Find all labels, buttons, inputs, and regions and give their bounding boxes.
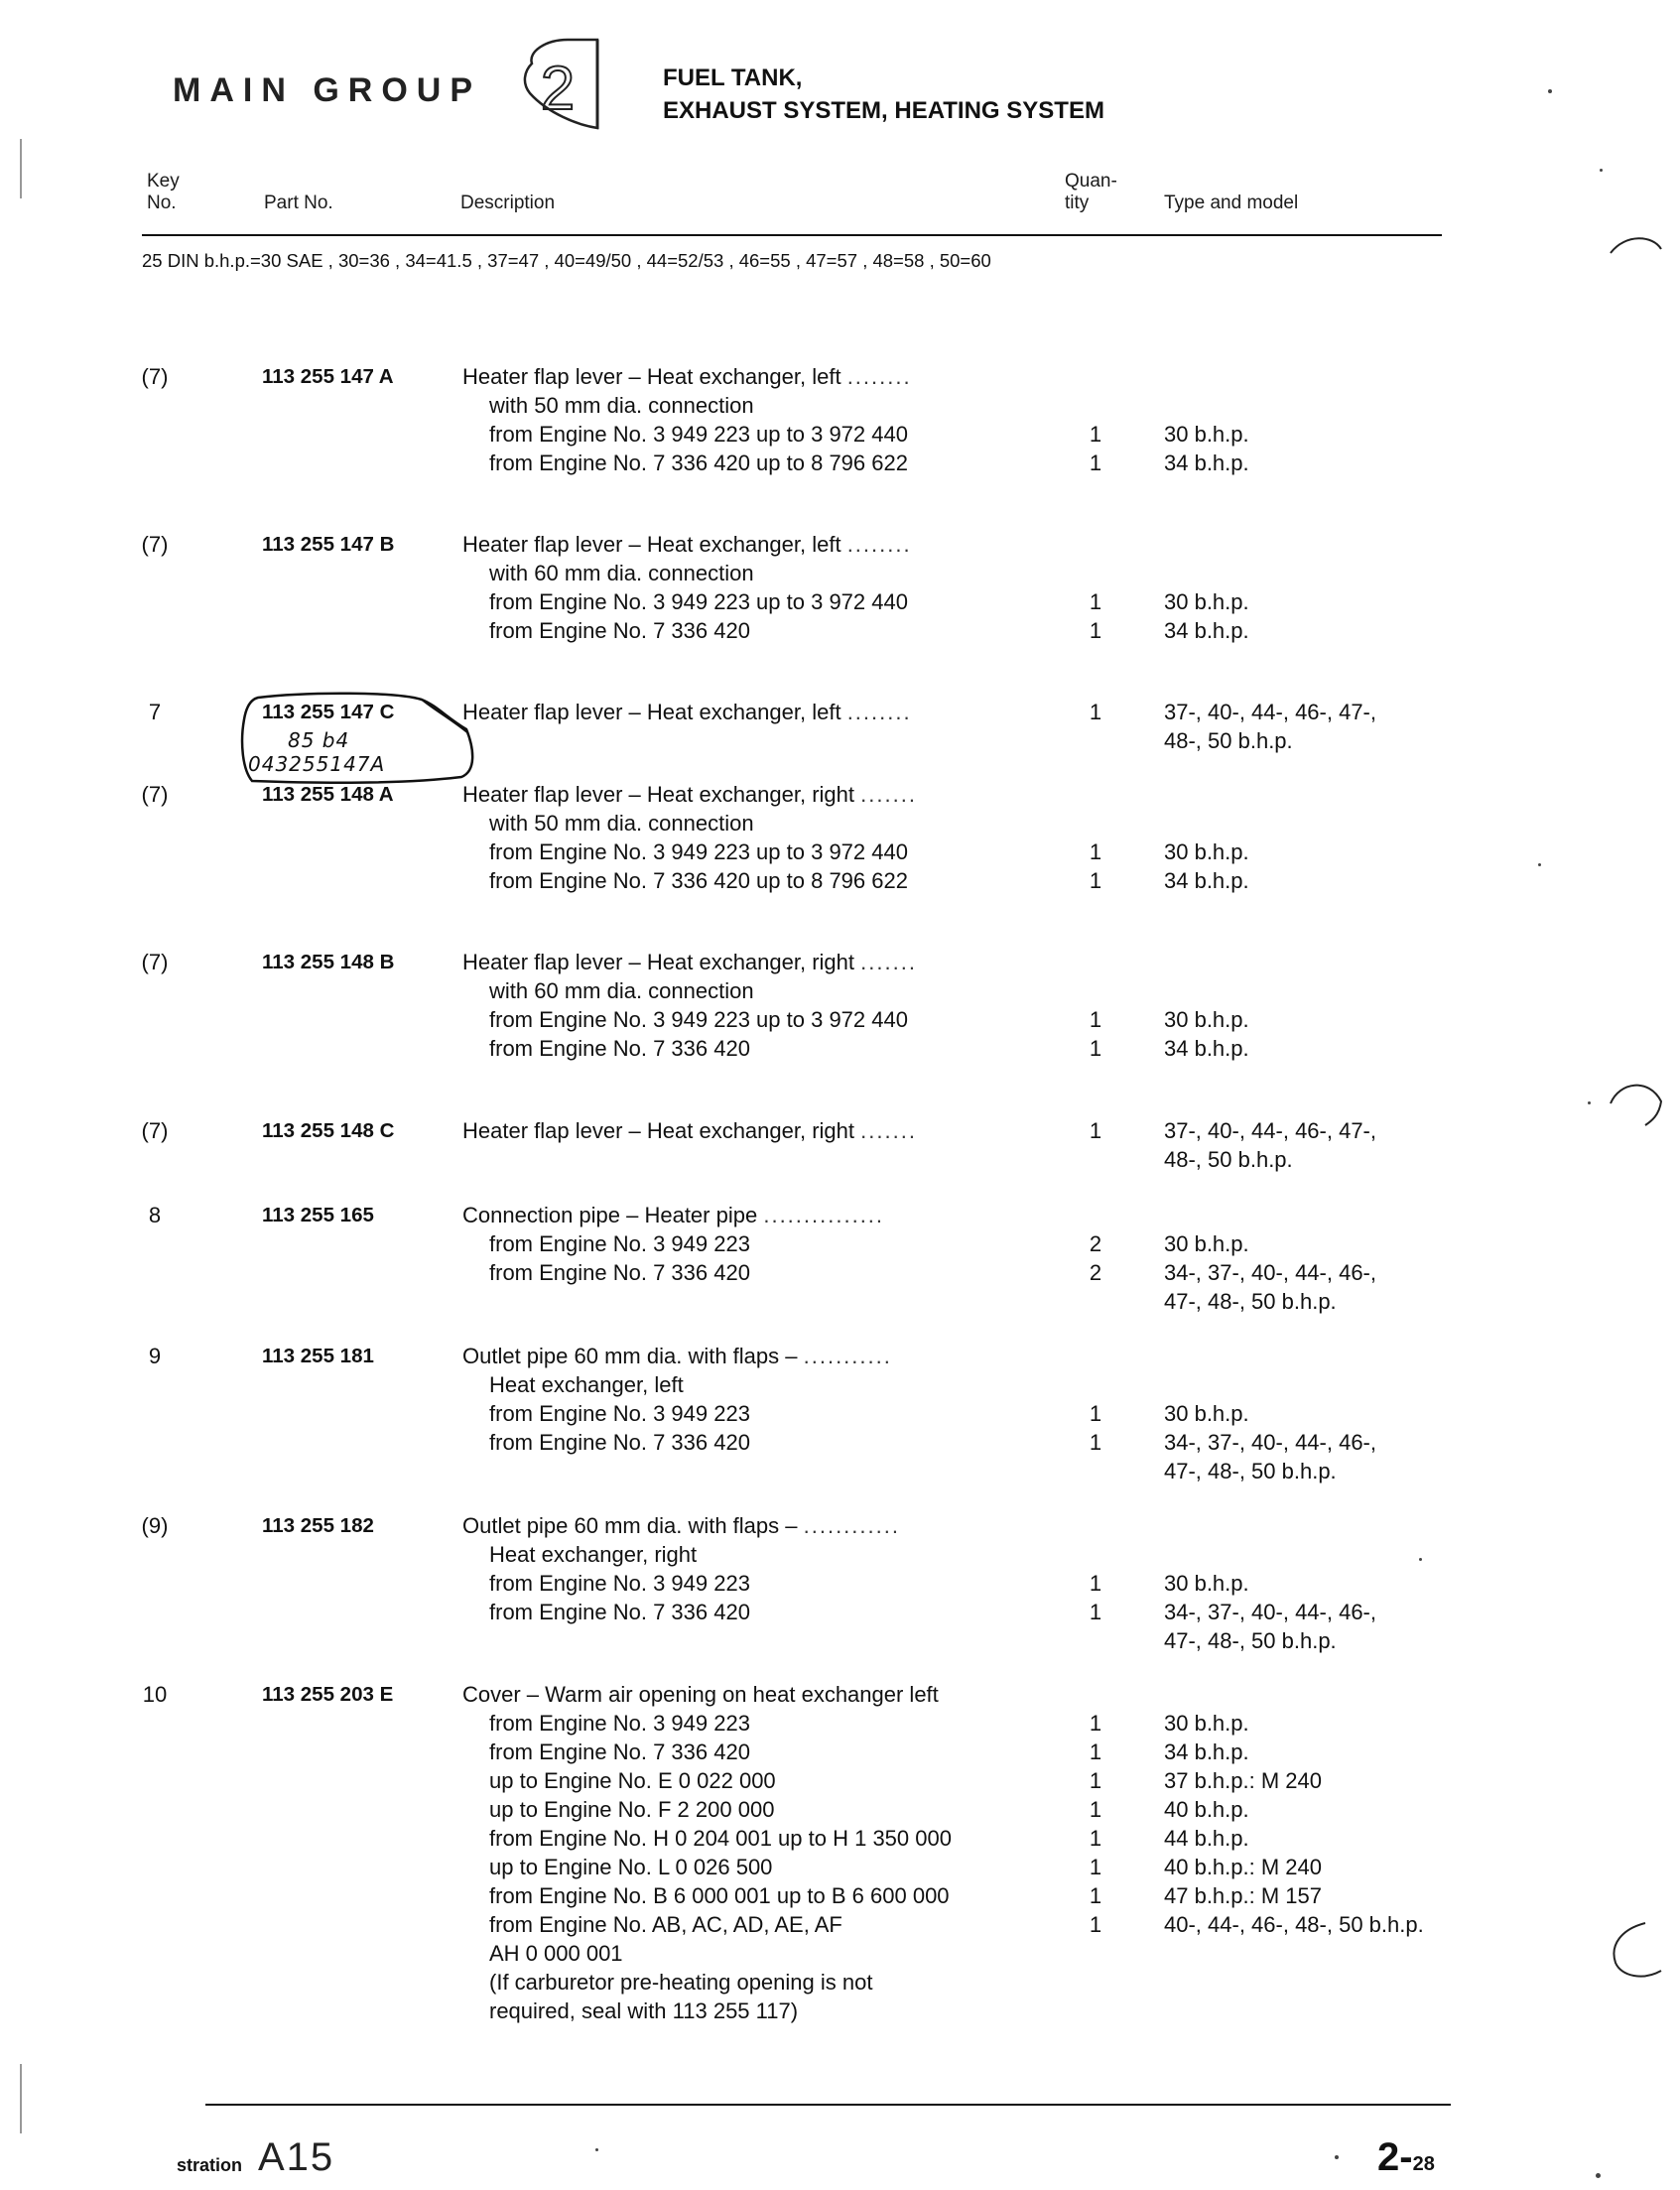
entry-type-value: 30 b.h.p. xyxy=(1164,1007,1249,1032)
entry-sub-line: from Engine No. H 0 204 001 up to H 1 350 000 xyxy=(489,1826,952,1851)
entry-type-value: 30 b.h.p. xyxy=(1164,422,1249,447)
entry-type-value: 48-, 50 b.h.p. xyxy=(1164,1147,1293,1172)
entry-quantity-value: 1 xyxy=(1089,1883,1102,1908)
entry-part-number: 113 255 148 A xyxy=(262,783,394,806)
entry-leader-dots: ........... xyxy=(803,1344,892,1368)
scan-speck xyxy=(1600,169,1603,172)
entry-type-value: 34 b.h.p. xyxy=(1164,1036,1249,1061)
entry-quantity-value xyxy=(1086,559,1105,587)
entry-key-number: (7) xyxy=(141,950,169,974)
entry-quantity-value xyxy=(1086,1201,1105,1229)
footer-illustration-number: A15 xyxy=(258,2135,335,2179)
scan-speck xyxy=(1596,2173,1601,2178)
entry-sub-line: from Engine No. B 6 000 001 up to B 6 600 000 xyxy=(489,1883,950,1908)
entry-type-value: 37-, 40-, 44-, 46-, 47-, xyxy=(1164,1118,1376,1143)
entry-leader-dots: ........ xyxy=(846,364,912,389)
entry-quantity-value: 1 xyxy=(1089,1855,1102,1879)
entry-description xyxy=(462,948,917,1063)
entry-type-model xyxy=(1164,698,1376,755)
entry-type-value: 44 b.h.p. xyxy=(1164,1826,1249,1851)
entry-type-model xyxy=(1164,1511,1376,1655)
entry-description xyxy=(462,698,912,726)
entry-title-text: Heater flap lever – Heat exchanger, right xyxy=(462,1118,855,1143)
entry-type-value xyxy=(1164,1370,1376,1399)
entry-quantity-value xyxy=(1086,530,1105,559)
group-number-badge xyxy=(518,34,605,133)
entry-sub-line: Heat exchanger, left xyxy=(489,1372,684,1397)
entry-description xyxy=(462,530,912,645)
entry-type-value: 37 b.h.p.: M 240 xyxy=(1164,1768,1322,1793)
entry-type-value: 40-, 44-, 46-, 48-, 50 b.h.p. xyxy=(1164,1912,1424,1937)
entry-title-text: Heater flap lever – Heat exchanger, right xyxy=(462,950,855,974)
entry-title xyxy=(462,530,912,559)
scan-speck xyxy=(595,2148,598,2151)
main-group-label: MAIN GROUP xyxy=(173,71,481,109)
entry-title xyxy=(462,1201,884,1229)
entry-quantity-value: 2 xyxy=(1089,1231,1102,1256)
entry-quantity-value: 1 xyxy=(1089,1430,1102,1455)
scan-speck xyxy=(1419,1558,1422,1561)
entry-quantity-value: 1 xyxy=(1089,1118,1102,1143)
entry-title xyxy=(462,698,912,726)
entry-key-number: (7) xyxy=(141,364,169,389)
entry-quantity-value: 1 xyxy=(1089,700,1102,724)
entry-type-value xyxy=(1164,809,1249,837)
punch-hole-arc-2 xyxy=(1606,1072,1665,1141)
entry-quantity xyxy=(1086,1511,1105,1655)
entry-sub-line: from Engine No. 3 949 223 up to 3 972 440 xyxy=(489,422,908,447)
entry-type-value xyxy=(1164,1540,1376,1569)
entry-quantity xyxy=(1086,530,1105,645)
entry-quantity-value: 1 xyxy=(1089,1739,1102,1764)
entry-sub-line: from Engine No. 3 949 223 xyxy=(489,1401,750,1426)
entry-quantity-value: 1 xyxy=(1089,1797,1102,1822)
col-header-quantity xyxy=(1065,171,1117,214)
entry-type-model xyxy=(1164,948,1249,1063)
entry-quantity-value xyxy=(1086,1145,1105,1174)
entry-sub-line: from Engine No. 3 949 223 xyxy=(489,1571,750,1596)
entry-quantity-value: 1 xyxy=(1089,1826,1102,1851)
entry-description xyxy=(462,1511,900,1626)
entry-type-value: 34 b.h.p. xyxy=(1164,868,1249,893)
entry-sub-line: up to Engine No. L 0 026 500 xyxy=(489,1855,773,1879)
entry-type-value xyxy=(1164,1201,1376,1229)
entry-quantity xyxy=(1086,698,1105,755)
entry-title-text: Heater flap lever – Heat exchanger, left xyxy=(462,532,841,557)
entry-type-value xyxy=(1164,1511,1376,1540)
entry-quantity-value xyxy=(1086,948,1105,976)
entry-quantity-value xyxy=(1086,1511,1105,1540)
col-header-type: Type and model xyxy=(1164,193,1299,213)
entry-quantity-value: 1 xyxy=(1089,618,1102,643)
entry-type-value: 48-, 50 b.h.p. xyxy=(1164,728,1293,753)
section-title-line1: FUEL TANK, xyxy=(663,64,803,91)
entry-description xyxy=(462,362,912,477)
entry-quantity-value xyxy=(1086,976,1105,1005)
entry-quantity-value xyxy=(1086,1287,1105,1316)
entry-leader-dots: ....... xyxy=(860,782,917,807)
din-conversion-note: 25 DIN b.h.p.=30 SAE , 30=36 , 34=41.5 , 37=47 , 40=49/50 , 44=52/53 , 46=55 , 47=57 , 48=58 , 50=60 xyxy=(142,250,991,271)
entry-part-number: 113 255 148 C xyxy=(262,1119,395,1142)
entry-quantity-value: 1 xyxy=(1089,1600,1102,1624)
entry-quantity-value: 1 xyxy=(1089,1007,1102,1032)
entry-type-value: 47-, 48-, 50 b.h.p. xyxy=(1164,1289,1337,1314)
entry-type-value: 37-, 40-, 44-, 46-, 47-, xyxy=(1164,700,1376,724)
entry-quantity-value: 1 xyxy=(1089,1036,1102,1061)
scan-speck xyxy=(1335,2155,1339,2159)
entry-leader-dots: ............... xyxy=(763,1203,885,1227)
entry-type-value: 47 b.h.p.: M 157 xyxy=(1164,1883,1322,1908)
entry-part-number: 113 255 148 B xyxy=(262,951,395,973)
entry-leader-dots: ........ xyxy=(846,532,912,557)
entry-quantity xyxy=(1086,362,1105,477)
entry-type-value: 30 b.h.p. xyxy=(1164,1711,1249,1736)
entry-type-value: 40 b.h.p.: M 240 xyxy=(1164,1855,1322,1879)
entry-sub-line: from Engine No. 7 336 420 xyxy=(489,1036,750,1061)
scan-speck xyxy=(1548,89,1552,93)
entry-key-number: (7) xyxy=(141,782,169,807)
entry-key-number: 7 xyxy=(148,700,162,724)
entry-sub-line: up to Engine No. E 0 022 000 xyxy=(489,1768,776,1793)
entry-sub-line: AH 0 000 001 xyxy=(489,1941,623,1966)
entry-sub-line: (If carburetor pre-heating opening is not xyxy=(489,1970,873,1995)
entry-quantity-value: 1 xyxy=(1089,451,1102,475)
entry-key-number: (7) xyxy=(141,1118,169,1143)
entry-title xyxy=(462,780,917,809)
entry-part-number: 113 255 165 xyxy=(262,1204,374,1226)
entry-quantity xyxy=(1086,1116,1105,1174)
punch-hole-arc-3 xyxy=(1606,1915,1665,1995)
entry-key-number: 9 xyxy=(148,1344,162,1368)
scan-edge-mark xyxy=(20,139,22,198)
entry-sub-line: from Engine No. 7 336 420 xyxy=(489,1600,750,1624)
entry-type-value: 30 b.h.p. xyxy=(1164,839,1249,864)
entry-quantity xyxy=(1086,1342,1105,1485)
entry-sub-line: required, seal with 113 255 117) xyxy=(489,1998,799,2023)
page-number-main: 2- xyxy=(1377,2135,1413,2179)
group-number: 2 xyxy=(540,55,576,123)
entry-title-text: Outlet pipe 60 mm dia. with flaps – xyxy=(462,1344,798,1368)
entry-description xyxy=(462,780,917,895)
entry-key-number: 10 xyxy=(142,1682,168,1707)
entry-type-value: 40 b.h.p. xyxy=(1164,1797,1249,1822)
entry-sub-line: from Engine No. AB, AC, AD, AE, AF xyxy=(489,1912,842,1937)
entry-quantity-value xyxy=(1086,362,1105,391)
entry-type-model xyxy=(1164,1342,1376,1485)
entry-title xyxy=(462,948,917,976)
entry-key-number: 8 xyxy=(148,1203,162,1227)
entry-leader-dots: ............ xyxy=(803,1513,900,1538)
entry-type-value: 34-, 37-, 40-, 44-, 46-, xyxy=(1164,1430,1376,1455)
entry-type-value xyxy=(1164,530,1249,559)
entry-quantity-value: 1 xyxy=(1089,1711,1102,1736)
entry-sub-line: from Engine No. 7 336 420 xyxy=(489,1430,750,1455)
entry-sub-line: with 50 mm dia. connection xyxy=(489,393,754,418)
col-header-description: Description xyxy=(460,193,556,213)
entry-type-value xyxy=(1164,559,1249,587)
entry-type-model xyxy=(1164,1116,1376,1174)
entry-sub-line: from Engine No. 3 949 223 up to 3 972 440 xyxy=(489,839,908,864)
entry-title xyxy=(462,1511,900,1540)
entry-type-model xyxy=(1164,1201,1376,1316)
entry-quantity-value xyxy=(1086,809,1105,837)
entry-sub-line: with 60 mm dia. connection xyxy=(489,561,754,585)
page-number-sub: 28 xyxy=(1412,2153,1435,2175)
entry-sub-line: from Engine No. 7 336 420 up to 8 796 622 xyxy=(489,868,908,893)
entry-type-value: 30 b.h.p. xyxy=(1164,589,1249,614)
entry-quantity-value xyxy=(1086,1457,1105,1485)
handwritten-note-line1: 85 b4 xyxy=(288,728,350,752)
scan-speck xyxy=(1588,1101,1591,1104)
entry-title xyxy=(462,1116,917,1145)
entry-quantity xyxy=(1086,948,1105,1063)
entry-sub-line: with 50 mm dia. connection xyxy=(489,811,754,836)
entry-sub-line: from Engine No. 7 336 420 xyxy=(489,1739,750,1764)
entry-type-value: 34 b.h.p. xyxy=(1164,451,1249,475)
entry-sub-line: Heat exchanger, right xyxy=(489,1542,698,1567)
entry-type-value: 34-, 37-, 40-, 44-, 46-, xyxy=(1164,1260,1376,1285)
entry-part-number: 113 255 181 xyxy=(262,1345,374,1367)
entry-quantity-value: 1 xyxy=(1089,1401,1102,1426)
section-title-line2: EXHAUST SYSTEM, HEATING SYSTEM xyxy=(663,97,1104,124)
entry-quantity-value xyxy=(1086,1626,1105,1655)
entry-description xyxy=(462,1342,892,1457)
entry-sub-line: up to Engine No. F 2 200 000 xyxy=(489,1797,775,1822)
entry-description xyxy=(462,1201,884,1287)
col-header-quantity-line2: tity xyxy=(1065,193,1090,213)
entry-type-value: 30 b.h.p. xyxy=(1164,1401,1249,1426)
entry-type-model xyxy=(1164,1680,1424,1939)
entry-title xyxy=(462,1680,952,1709)
entry-part-number: 113 255 147 C xyxy=(262,701,395,723)
punch-hole-arc-1 xyxy=(1606,223,1665,293)
entry-quantity-value xyxy=(1086,726,1105,755)
footer-rule xyxy=(205,2104,1451,2106)
entry-type-value: 30 b.h.p. xyxy=(1164,1571,1249,1596)
col-header-key-line1: Key xyxy=(147,171,180,192)
entry-quantity-value: 1 xyxy=(1089,589,1102,614)
entry-sub-line: with 60 mm dia. connection xyxy=(489,978,754,1003)
scan-edge-mark xyxy=(20,2064,22,2133)
entry-quantity-value: 1 xyxy=(1089,422,1102,447)
entry-quantity-value xyxy=(1086,1370,1105,1399)
entry-quantity xyxy=(1086,1680,1105,1939)
entry-description xyxy=(462,1116,917,1145)
entry-type-value xyxy=(1164,391,1249,420)
entry-quantity-value xyxy=(1086,1680,1105,1709)
entry-sub-line: from Engine No. 3 949 223 xyxy=(489,1711,750,1736)
entry-type-value: 34 b.h.p. xyxy=(1164,618,1249,643)
entry-title xyxy=(462,362,912,391)
entry-type-value: 47-, 48-, 50 b.h.p. xyxy=(1164,1628,1337,1653)
entry-key-number: (9) xyxy=(141,1513,169,1538)
entry-type-value xyxy=(1164,1342,1376,1370)
entry-sub-line: from Engine No. 7 336 420 up to 8 796 622 xyxy=(489,451,908,475)
entry-sub-line: from Engine No. 3 949 223 xyxy=(489,1231,750,1256)
entry-type-model xyxy=(1164,780,1249,895)
entry-type-value xyxy=(1164,976,1249,1005)
entry-quantity-value: 1 xyxy=(1089,1571,1102,1596)
section-title xyxy=(663,62,1104,127)
entry-quantity-value: 2 xyxy=(1089,1260,1102,1285)
entry-title-text: Connection pipe – Heater pipe xyxy=(462,1203,758,1227)
entry-quantity-value xyxy=(1086,780,1105,809)
entry-quantity-value xyxy=(1086,391,1105,420)
entry-sub-line: from Engine No. 7 336 420 xyxy=(489,1260,750,1285)
entry-type-value xyxy=(1164,1680,1424,1709)
entry-type-model xyxy=(1164,530,1249,645)
entry-quantity-value: 1 xyxy=(1089,839,1102,864)
entry-leader-dots: ....... xyxy=(860,1118,917,1143)
entry-sub-line: from Engine No. 7 336 420 xyxy=(489,618,750,643)
header-rule xyxy=(142,234,1442,236)
entry-part-number: 113 255 182 xyxy=(262,1514,374,1537)
entry-part-number: 113 255 203 E xyxy=(262,1683,394,1706)
entry-quantity-value xyxy=(1086,1540,1105,1569)
col-header-key xyxy=(147,171,180,214)
entry-type-value: 30 b.h.p. xyxy=(1164,1231,1249,1256)
footer-illustration-label: stration xyxy=(177,2155,243,2175)
entry-title-text: Outlet pipe 60 mm dia. with flaps – xyxy=(462,1513,798,1538)
page-number xyxy=(1377,2135,1435,2180)
entry-type-model xyxy=(1164,362,1249,477)
entry-quantity-value: 1 xyxy=(1089,1912,1102,1937)
entry-title-text: Heater flap lever – Heat exchanger, right xyxy=(462,782,855,807)
entry-type-value xyxy=(1164,362,1249,391)
entry-part-number: 113 255 147 B xyxy=(262,533,395,556)
entry-description xyxy=(462,1680,952,2025)
scan-speck xyxy=(1538,863,1541,866)
col-header-quantity-line1: Quan- xyxy=(1065,171,1117,192)
entry-key-number: (7) xyxy=(141,532,169,557)
col-header-key-line2: No. xyxy=(147,193,177,213)
entry-quantity-value: 1 xyxy=(1089,868,1102,893)
entry-leader-dots: ....... xyxy=(860,950,917,974)
handwritten-note-line2: 043255147A xyxy=(248,752,386,776)
entry-sub-line: from Engine No. 3 949 223 up to 3 972 440 xyxy=(489,589,908,614)
entry-leader-dots: ........ xyxy=(846,700,912,724)
entry-type-value: 34 b.h.p. xyxy=(1164,1739,1249,1764)
entry-quantity-value: 1 xyxy=(1089,1768,1102,1793)
entry-quantity xyxy=(1086,1201,1105,1316)
entry-title-text: Cover – Warm air opening on heat exchanger left xyxy=(462,1682,939,1707)
col-header-part: Part No. xyxy=(264,193,333,213)
entry-quantity xyxy=(1086,780,1105,895)
entry-title-text: Heater flap lever – Heat exchanger, left xyxy=(462,700,841,724)
entry-title-text: Heater flap lever – Heat exchanger, left xyxy=(462,364,841,389)
entry-type-value: 47-, 48-, 50 b.h.p. xyxy=(1164,1459,1337,1483)
entry-title xyxy=(462,1342,892,1370)
entry-part-number: 113 255 147 A xyxy=(262,365,394,388)
entry-type-value xyxy=(1164,948,1249,976)
entry-sub-line: from Engine No. 3 949 223 up to 3 972 440 xyxy=(489,1007,908,1032)
entry-quantity-value xyxy=(1086,1342,1105,1370)
entry-type-value xyxy=(1164,780,1249,809)
entry-type-value: 34-, 37-, 40-, 44-, 46-, xyxy=(1164,1600,1376,1624)
